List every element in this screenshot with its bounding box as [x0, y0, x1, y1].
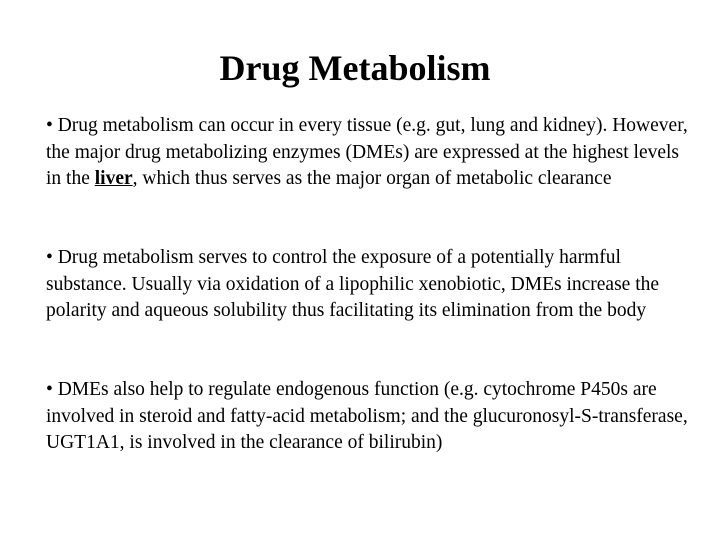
paragraph-text: • Drug metabolism can occur in every tissue (e.g. gut, lung and kidney). However, the major drug metabolizing enzymes (DMEs) are expressed at the highest levels in the — [46, 115, 688, 189]
liver-emphasis: liver — [94, 168, 133, 189]
slide-title: Drug Metabolism — [219, 48, 491, 88]
paragraph-text: , which thus serves as the major organ of metabolic clearance — [132, 168, 612, 189]
bullet-paragraph-exposure: • Drug metabolism serves to control the exposure of a potentially harmful substance. Usually via oxidation of a lipophilic xenobiotic, DMEs increase the polarity and aqueous solubility thus facilitating its elimination from the body — [46, 247, 660, 321]
bullet-paragraph-liver — [46, 113, 696, 193]
bullet-paragraph-endogenous: • DMEs also help to regulate endogenous function (e.g. cytochrome P450s are involved in steroid and fatty-acid metabolism; and the glucuronosyl-S-transferase, UGT1A1, is involved in the clearance of bilirubin) — [46, 379, 688, 453]
